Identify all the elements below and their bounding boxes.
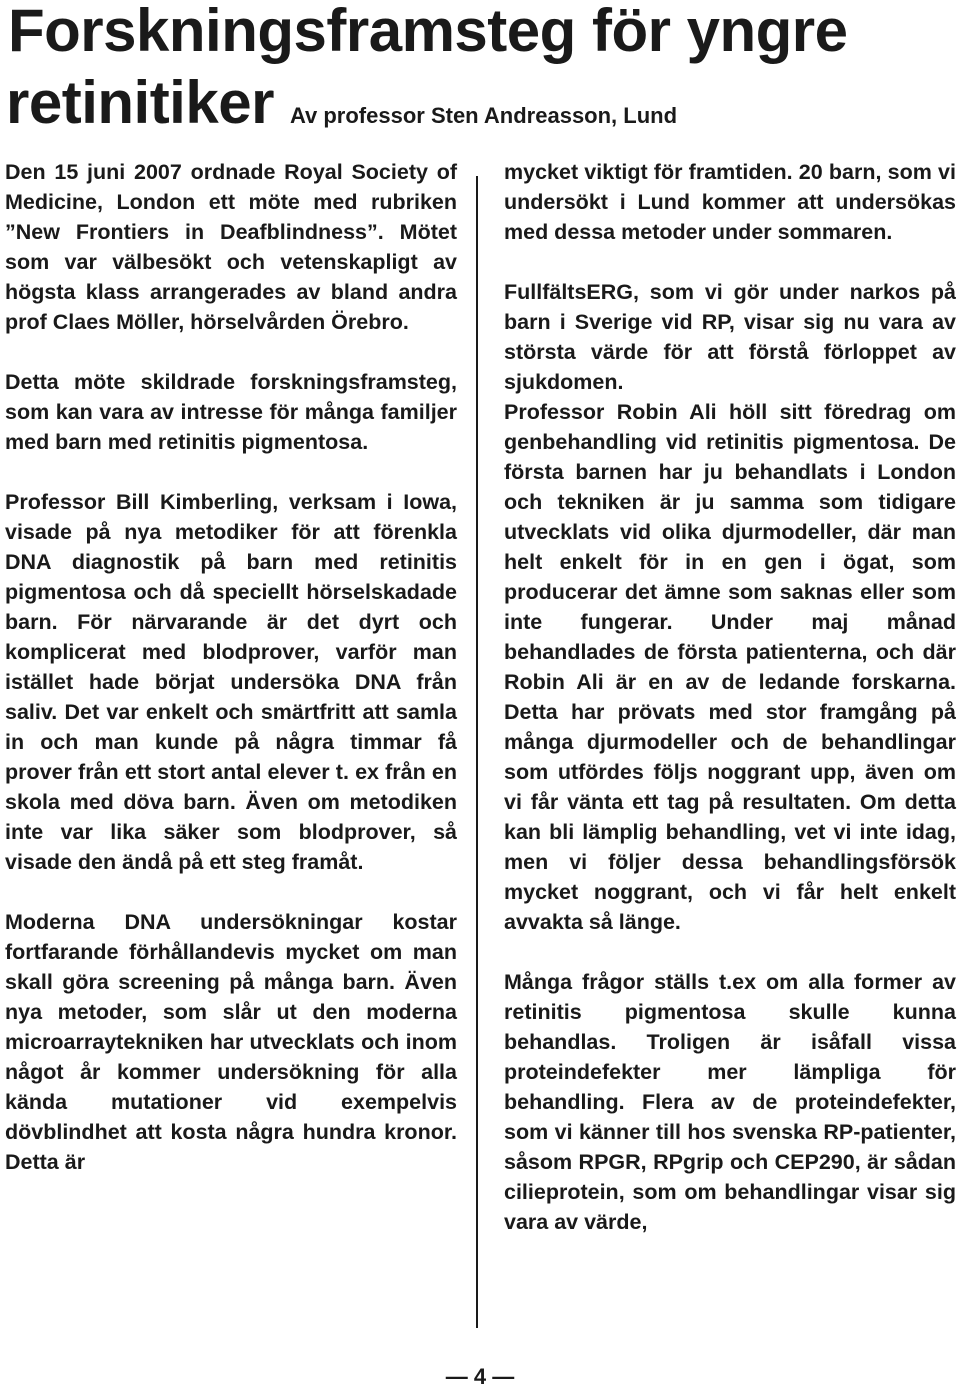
article-title-line-1: Forskningsframsteg för yngre <box>8 0 848 64</box>
paragraph: Moderna DNA undersökningar kostar fortfarande förhållandevis mycket om man skall göra screening på många barn. Även nya metoder, som slår ut den moderna microarraytekniken har utvecklats och inom något år kommer undersökning för alla kända mutationer vid exempelvis dövblindhet att kosta några hundra kronor. Detta är <box>5 910 457 1174</box>
paragraph: mycket viktigt för framtiden. 20 barn, som vi undersökt i Lund kommer att undersökas med dessa metoder under sommaren. <box>504 160 956 244</box>
paragraph: Många frågor ställs t.ex om alla former av retinitis pigmentosa skulle kunna behandlas. Troligen är isåfall vissa proteindefekter mer lämpliga för behandling. Flera av de proteindefekter, som vi känner till hos svenska RP-patienter, såsom RPGR, RPgrip och CEP290, är sådan cilieprotein, som om behandlingar visar sig vara av värde, <box>504 970 956 1234</box>
page-number: — 4 — <box>445 1364 515 1389</box>
paragraph: Professor Bill Kimberling, verksam i Iowa, visade på nya metodiker för att förenkla DNA diagnostik på barn med retinitis pigmentosa och då speciellt hörselskadade barn. För närvarande är det dyrt och komplicerat med blodprover, varför man istället hade börjat undersöka DNA från saliv. Det var enkelt och smärtfritt att samla in och man kunde på några timmar få prover från ett stort antal elever t. ex från en skola med döva barn. Även om metodiken inte var lika säker som blodprover, så visade den ändå på ett steg framåt. <box>5 490 457 874</box>
article-byline: Av professor Sten Andreasson, Lund <box>289 103 678 128</box>
paragraph: Professor Robin Ali höll sitt föredrag om genbehandling vid retinitis pigmentosa. De första barnen har ju behandlats i London och tekniken är ju samma som tidigare utvecklats vid olika djurmodeller, där man helt enkelt för in en gen i ögat, som producerar det ämne som saknas eller som inte fungerar. Under maj månad behandlades de första patienterna, och där Robin Ali är en av de ledande forskarna. Detta har prövats med stor framgång på många djurmodeller och de behandlingar som utfördes följs noggrant upp, även om vi får vänta ett tag på resultaten. Om detta kan bli lämplig behandling, vet vi inte idag, men vi följer dessa behandlingsförsök mycket noggrant, och vi får helt enkelt avvakta så länge. <box>504 400 956 934</box>
paragraph: FullfältsERG, som vi gör under narkos på barn i Sverige vid RP, visar sig nu vara av största värde för att förstå förloppet av sjukdomen. <box>504 280 956 394</box>
paragraph: Detta möte skildrade forskningsframsteg, som kan vara av intresse för många familjer med barn med retinitis pigmentosa. <box>5 370 457 454</box>
left-column <box>5 157 457 1177</box>
paragraph: Den 15 juni 2007 ordnade Royal Society of Medicine, London ett möte med rubriken ”New Frontiers in Deafblindness”. Mötet som var välbesökt och vetenskapligt av högsta klass arrangerades av bland andra prof Claes Möller, hörselvården Örebro. <box>5 160 457 334</box>
article-title-line-2: retinitiker <box>6 69 274 136</box>
article-title-line-2-row <box>6 69 678 136</box>
column-divider <box>476 176 478 1328</box>
right-column <box>504 157 956 1237</box>
